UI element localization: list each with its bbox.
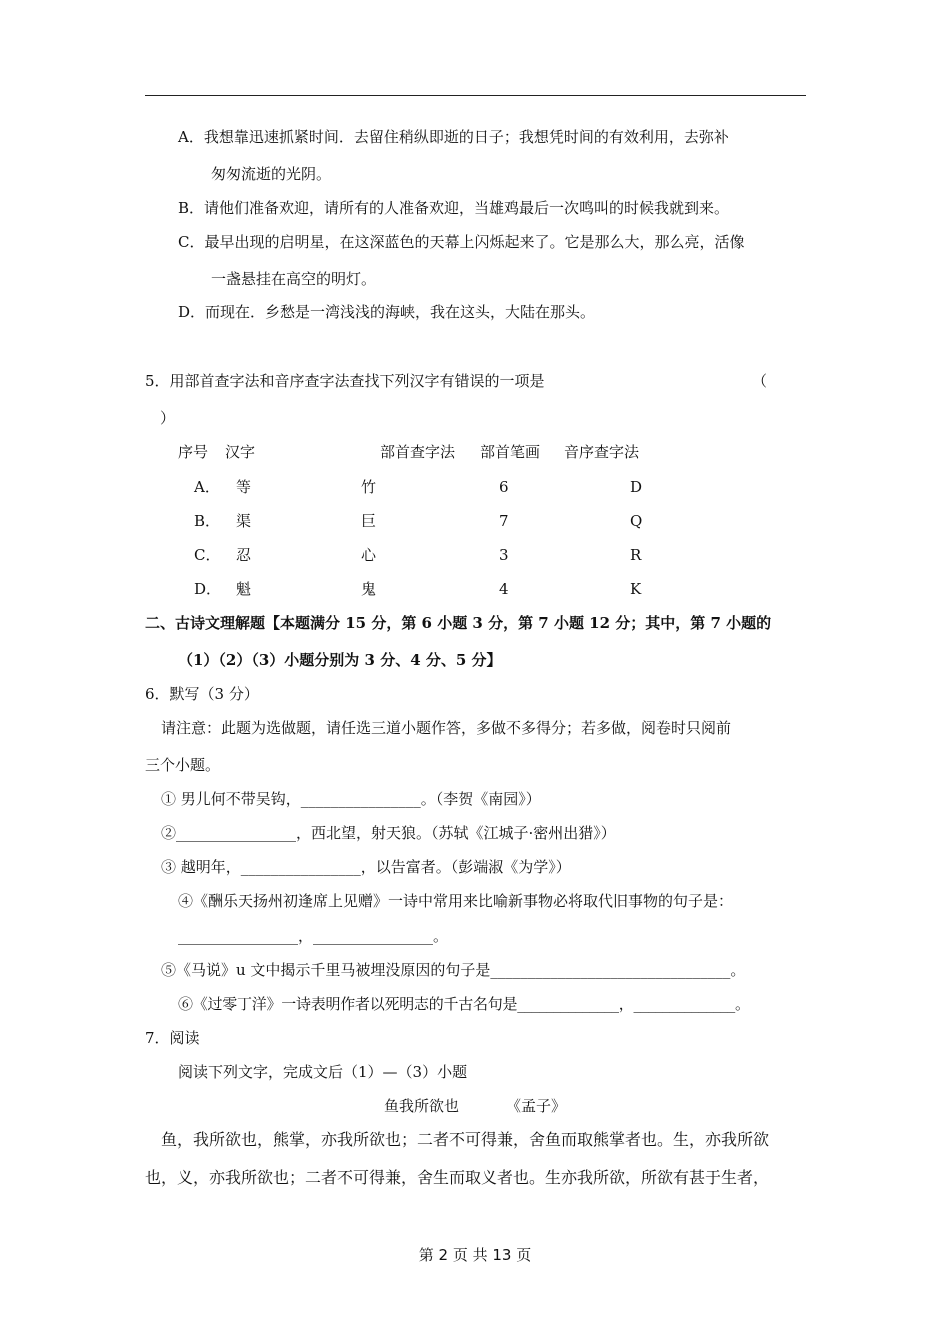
q5-row-radical: 巨 (361, 512, 377, 530)
page-footer: 第 2 页 共 13 页 (418, 1246, 532, 1264)
q4-option-c-line2: 一盏悬挂在高空的明灯。 (211, 270, 377, 288)
q4-option-b: B．请他们准备欢迎，请所有的人准备欢迎，当雄鸡最后一次鸣叫的时候我就到来。 (178, 199, 730, 217)
q7-stem: 7．阅读 (145, 1029, 200, 1047)
q5-header-pinyin: 音序查字法 (564, 443, 640, 461)
q5-row-label: D． (194, 580, 222, 598)
q5-row-strokes: 7 (499, 512, 509, 530)
q5-row-char: 魁 (236, 580, 252, 598)
q5-row-char: 等 (236, 478, 252, 496)
section2-title-line1: 二、古诗文理解题【本题满分 15 分，第 6 小题 3 分，第 7 小题 12 分；其中，第 7 小题的 (145, 614, 772, 632)
q5-row-radical: 鬼 (361, 580, 377, 598)
q5-row-label: C． (194, 546, 221, 564)
header-rule (145, 95, 806, 96)
q5-row-label: A． (194, 478, 220, 496)
q7-instruction: 阅读下列文字，完成文后（1）—（3）小题 (178, 1063, 468, 1081)
q5-row-radical: 心 (361, 546, 377, 564)
q6-item-2: ②________________，西北望，射天狼。（苏轼《江城子·密州出猎》） (161, 824, 616, 842)
q5-row-radical: 竹 (361, 478, 377, 496)
q5-row-strokes: 3 (499, 546, 509, 564)
q5-row-strokes: 6 (499, 478, 509, 496)
q6-item-6: ⑥《过零丁洋》一诗表明作者以死明志的千古名句是______________，______________。 (178, 995, 750, 1013)
q6-item-4-line1: ④《酬乐天扬州初逢席上见赠》一诗中常用来比喻新事物必将取代旧事物的句子是： (178, 892, 734, 910)
q5-row-pinyin: R (630, 546, 642, 564)
q5-row-pinyin: Q (630, 512, 643, 530)
q5-row-pinyin: K (630, 580, 642, 598)
passage-line2: 也，义，亦我所欲也；二者不可得兼，舍生而取义者也。生亦我所欲，所欲有甚于生者， (145, 1168, 770, 1187)
q5-row-label: B． (194, 512, 221, 530)
passage-line1: 鱼，我所欲也，熊掌，亦我所欲也；二者不可得兼，舍鱼而取熊掌者也。生，亦我所欲 (161, 1130, 770, 1149)
q5-row-char: 渠 (236, 512, 252, 530)
q4-option-a-line1: A．我想靠迅速抓紧时间．去留住稍纵即逝的日子；我想凭时间的有效利用，去弥补 (178, 128, 729, 146)
q4-option-c-line1: C．最早出现的启明星，在这深蓝色的天幕上闪烁起来了。它是那么大，那么亮，活像 (178, 233, 745, 251)
q5-row-pinyin: D (630, 478, 643, 496)
q5-header-radical: 部首查字法 (380, 443, 456, 461)
q6-item-4-line2: ________________，________________。 (178, 927, 449, 945)
q5-header-char: 汉字 (225, 443, 256, 461)
q6-item-3: ③ 越明年，________________，以告富者。（彭端淑《为学》） (161, 858, 571, 876)
section2-title-line2: （1）（2）（3）小题分别为 3 分、4 分、5 分】 (178, 651, 502, 669)
q6-item-1: ① 男儿何不带吴钩，________________。（李贺《南园》） (161, 790, 541, 808)
passage-author: 《孟子》 (506, 1097, 567, 1115)
q5-paren-open: （ (752, 372, 768, 390)
q5-row-char: 忍 (236, 546, 252, 564)
q5-row-strokes: 4 (499, 580, 509, 598)
q6-item-5: ⑤《马说》u 文中揭示千里马被埋没原因的句子是________________________________。 (161, 961, 746, 979)
q5-stem: 5．用部首查字法和音序查字法查找下列汉字有错误的一项是 (145, 372, 545, 390)
q4-option-a-line2: 匆匆流逝的光阴。 (211, 165, 332, 183)
q4-option-d: D．而现在．乡愁是一湾浅浅的海峡，我在这头，大陆在那头。 (178, 303, 596, 321)
passage-title: 鱼我所欲也 (384, 1097, 460, 1115)
q6-note-line2: 三个小题。 (145, 756, 221, 774)
q5-header-no: 序号 (178, 443, 209, 461)
q5-paren-close: ） (160, 409, 176, 427)
q6-note-line1: 请注意：此题为选做题，请任选三道小题作答，多做不多得分；若多做，阅卷时只阅前 (161, 719, 732, 737)
q5-header-strokes: 部首笔画 (480, 443, 541, 461)
q6-stem: 6．默写（3 分） (145, 685, 259, 703)
